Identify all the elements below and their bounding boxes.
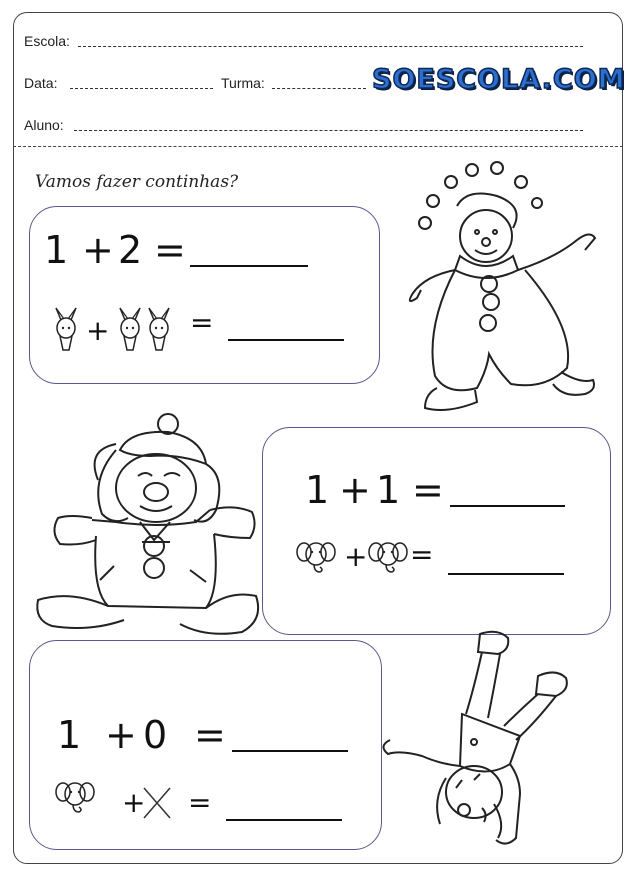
plus-sign: + [105,713,137,757]
answer-blank[interactable] [190,265,308,267]
picture-answer-blank[interactable] [228,339,344,341]
plus-sign: + [339,468,371,512]
equals-sign: = [194,713,226,757]
operand-a: 1 [57,713,82,757]
picture-equals-sign: = [410,538,434,571]
donkey-icon [48,306,84,352]
picture-plus-sign: + [86,314,110,347]
operand-a: 1 [44,228,69,272]
student-field[interactable] [74,130,583,131]
school-label: Escola: [24,33,70,49]
equals-sign: = [412,468,444,512]
operand-b: 2 [118,228,143,272]
header-separator [13,146,623,147]
school-field[interactable] [78,46,583,47]
plus-sign: + [82,228,114,272]
picture-answer-blank[interactable] [448,573,564,575]
picture-answer-blank[interactable] [226,819,342,821]
cross-mark-icon [142,786,172,820]
class-field[interactable] [272,88,366,89]
answer-blank[interactable] [232,750,348,752]
operand-a: 1 [305,468,330,512]
operand-b: 0 [143,713,168,757]
student-label: Aluno: [24,117,64,133]
picture-plus-sign: + [344,540,368,573]
standing-clown-icon [30,410,262,650]
exercise-box-2 [262,427,611,635]
date-field[interactable] [70,88,213,89]
class-label: Turma: [221,75,265,91]
handstand-clown-icon [370,628,580,856]
elephant-icon [368,540,408,574]
answer-blank[interactable] [450,505,565,507]
donkey-icon [141,306,177,352]
operand-b: 1 [376,468,401,512]
elephant-icon [55,780,95,814]
equals-sign: = [154,228,186,272]
juggling-clown-icon [385,158,610,420]
subtitle: Vamos fazer continhas? [35,172,239,192]
picture-equals-sign: = [188,786,212,819]
elephant-icon [296,540,336,574]
picture-plus-sign: + [122,786,146,819]
brand-logo: SOESCOLA.COM [372,64,626,95]
picture-equals-sign: = [190,306,214,339]
date-label: Data: [24,75,58,91]
